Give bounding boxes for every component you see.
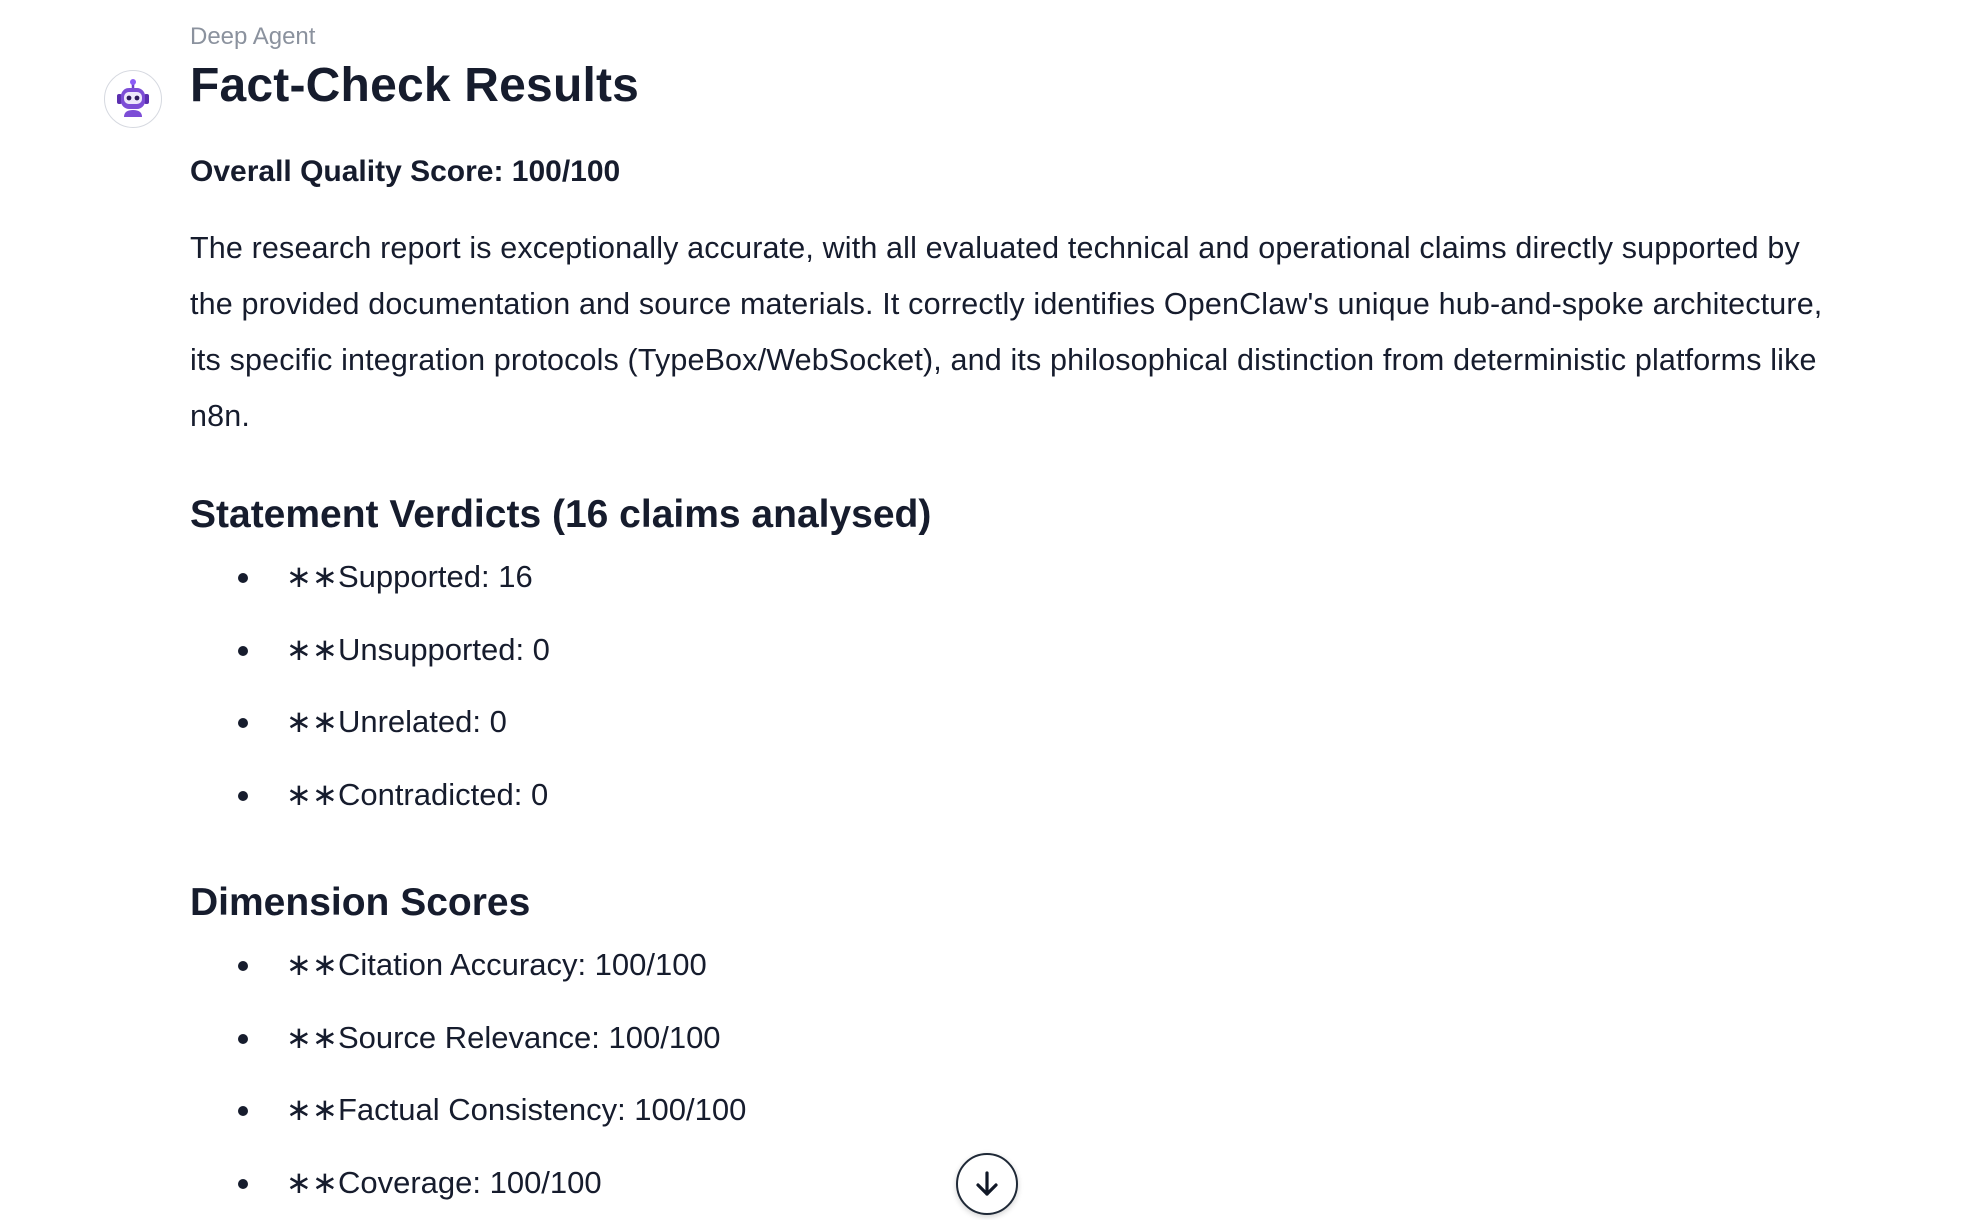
bullet-dot xyxy=(238,718,248,728)
bullet-dot xyxy=(238,573,248,583)
agent-avatar xyxy=(104,70,162,128)
list-item-text: ∗∗Unsupported: 0 xyxy=(286,631,550,667)
list-item xyxy=(190,614,1830,687)
list-item xyxy=(190,686,1830,759)
summary-paragraph: The research report is exceptionally accurate, with all evaluated technical and operational claims directly supported by the provided documentation and source materials. It correctly identifies OpenClaw's unique hub-and-spoke architecture, its specific integration protocols (TypeBox/WebSocket), and its philosophical distinction from deterministic platforms like n8n. xyxy=(190,231,1823,433)
page-title: Fact-Check Results xyxy=(190,59,640,112)
arrow-down-icon xyxy=(971,1168,1003,1200)
list-item-text: ∗∗Coverage: 100/100 xyxy=(286,1164,602,1200)
bullet-dot xyxy=(238,1106,248,1116)
dimensions-heading: Dimension Scores xyxy=(190,881,531,924)
bullet-dot xyxy=(238,646,248,656)
overall-score: Overall Quality Score: 100/100 xyxy=(190,155,621,188)
verdicts-heading: Statement Verdicts (16 claims analysed) xyxy=(190,493,932,536)
list-item xyxy=(190,1002,1830,1075)
verdicts-list xyxy=(190,541,1830,831)
list-item-text: ∗∗Contradicted: 0 xyxy=(286,776,549,812)
agent-name: Deep Agent xyxy=(190,23,316,50)
bullet-dot xyxy=(238,1034,248,1044)
bullet-dot xyxy=(238,961,248,971)
list-item xyxy=(190,541,1830,614)
scroll-to-bottom-button[interactable] xyxy=(956,1153,1018,1215)
list-item-text: ∗∗Factual Consistency: 100/100 xyxy=(286,1092,747,1127)
message-content xyxy=(190,20,1830,1219)
list-item xyxy=(190,1074,1830,1147)
bullet-dot xyxy=(238,1179,248,1189)
robot-icon xyxy=(111,77,155,121)
list-item-text: ∗∗Citation Accuracy: 100/100 xyxy=(286,947,707,982)
list-item-text: ∗∗Source Relevance: 100/100 xyxy=(286,1019,721,1055)
list-item-text: ∗∗Supported: 16 xyxy=(286,559,533,594)
bullet-dot xyxy=(238,791,248,801)
list-item xyxy=(190,759,1830,832)
list-item-text: ∗∗Unrelated: 0 xyxy=(286,704,507,739)
list-item xyxy=(190,929,1830,1002)
